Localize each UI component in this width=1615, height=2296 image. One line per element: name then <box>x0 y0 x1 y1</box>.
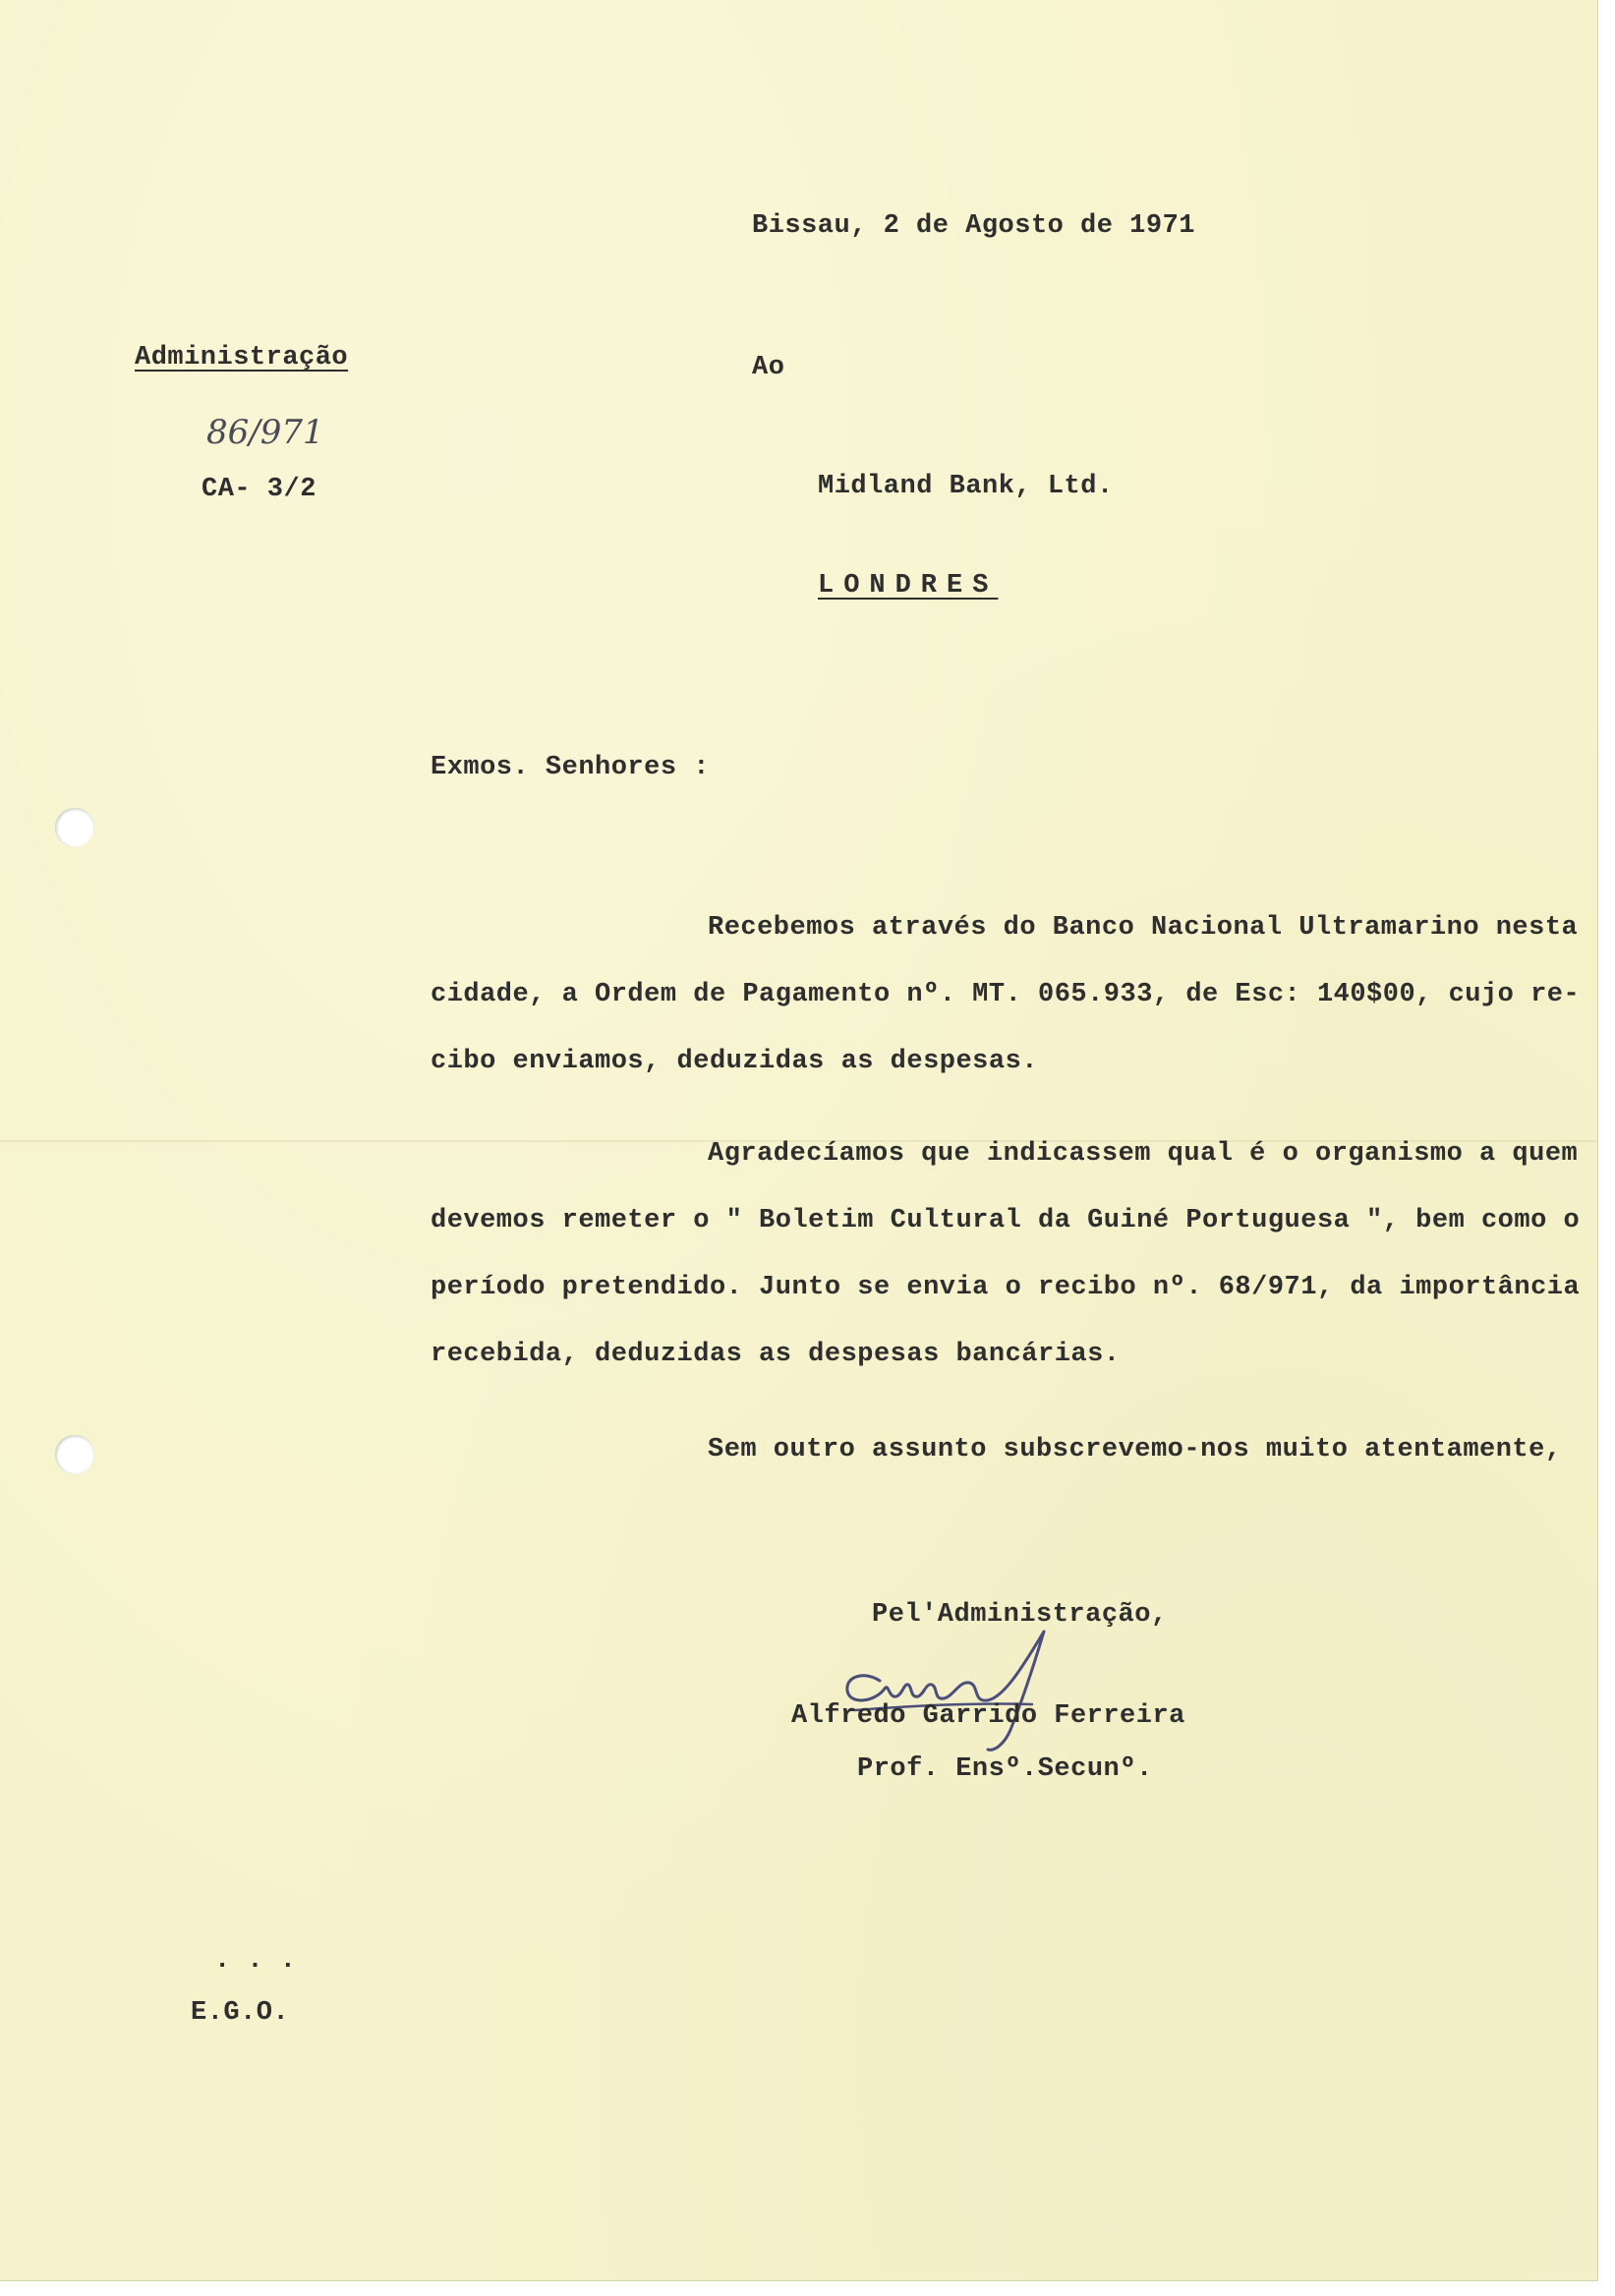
paragraph-1-line-2: cidade, a Ordem de Pagamento nº. MT. 065.933, de Esc: 140$00, cujo re- <box>431 980 1581 1009</box>
punch-hole-bottom <box>55 1435 94 1474</box>
punch-hole-top <box>55 808 94 847</box>
paragraph-1 <box>431 894 1580 1095</box>
recipient-city: LONDRES <box>818 571 999 601</box>
paragraph-1-line-3: cibo enviamos, deduzidas as despesas. <box>431 1047 1038 1076</box>
recipient-name: Midland Bank, Ltd. <box>818 472 1114 501</box>
reference-code: CA- 3/2 <box>202 475 317 504</box>
paragraph-2 <box>431 1120 1580 1388</box>
signer-title: Prof. Ensº.Secunº. <box>857 1754 1153 1784</box>
closing-line: Sem outro assunto subscrevemo-nos muito atentamente, <box>708 1435 1562 1464</box>
salutation: Exmos. Senhores : <box>431 753 710 782</box>
separator-dots: . . . <box>214 1946 297 1976</box>
paragraph-2-line-3: período pretendido. Junto se envia o recibo nº. 68/971, da importância <box>431 1273 1581 1302</box>
paragraph-2-line-1: Agradecíamos que indicassem qual é o organismo a quem <box>708 1139 1579 1169</box>
signoff: Pel'Administração, <box>872 1600 1168 1630</box>
handwritten-reference: 86/971 <box>206 413 324 452</box>
paragraph-2-line-2: devemos remeter o " Boletim Cultural da Guiné Portuguesa ", bem como o <box>431 1206 1581 1235</box>
typist-initials: E.G.O. <box>191 1998 290 2028</box>
signer-name: Alfredo Garrido Ferreira <box>791 1701 1185 1731</box>
department-heading: Administração <box>135 343 349 373</box>
paragraph-1-line-1: Recebemos através do Banco Nacional Ultramarino nesta <box>708 913 1579 943</box>
paragraph-2-line-4: recebida, deduzidas as despesas bancárias. <box>431 1340 1121 1369</box>
date-line: Bissau, 2 de Agosto de 1971 <box>752 211 1195 241</box>
handwritten-signature <box>786 1612 1121 1759</box>
recipient-prefix: Ao <box>752 353 785 382</box>
